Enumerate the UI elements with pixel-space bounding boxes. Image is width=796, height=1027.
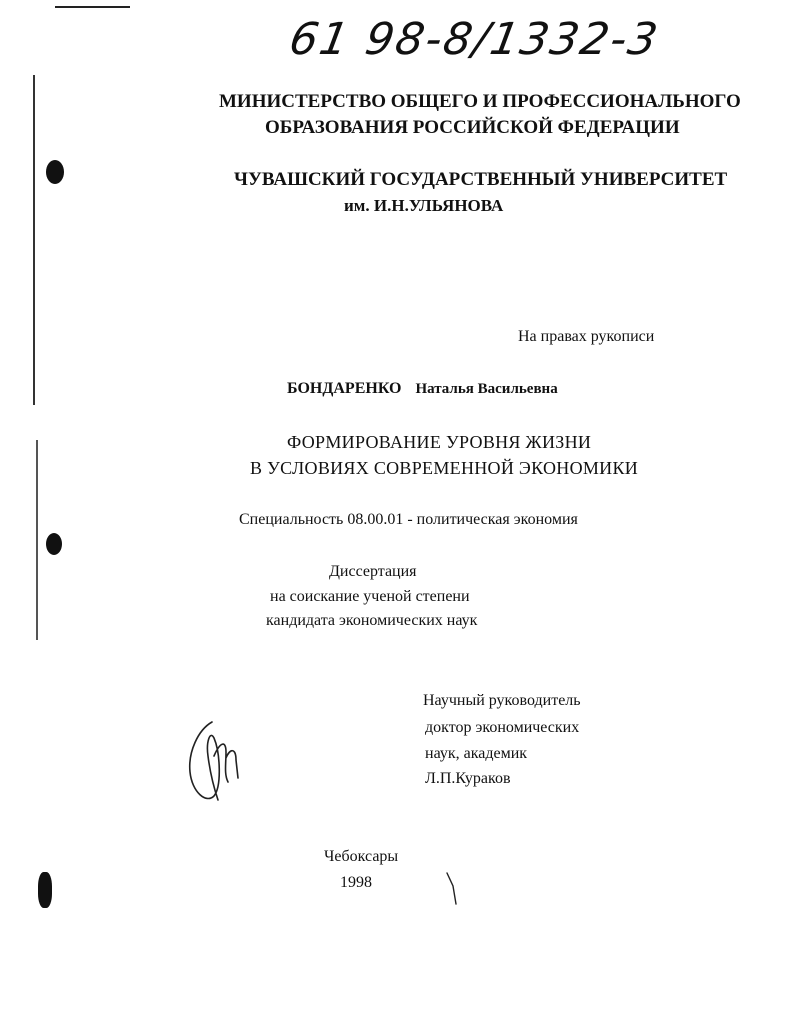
binding-hole-mark bbox=[46, 533, 62, 555]
supervisor-line-4: Л.П.Кураков bbox=[425, 770, 511, 787]
ministry-line-2: ОБРАЗОВАНИЯ РОССИЙСКОЙ ФЕДЕРАЦИИ bbox=[265, 117, 680, 138]
supervisor-line-1: Научный руководитель bbox=[423, 692, 581, 709]
degree-line-2: на соискание ученой степени bbox=[270, 588, 470, 605]
scan-left-edge-lower bbox=[36, 440, 38, 640]
title-line-2: В УСЛОВИЯХ СОВРЕМЕННОЙ ЭКОНОМИКИ bbox=[250, 458, 639, 478]
degree-line-3: кандидата экономических наук bbox=[266, 612, 478, 629]
author bbox=[287, 380, 558, 398]
ministry-line-1: МИНИСТЕРСТВО ОБЩЕГО И ПРОФЕССИОНАЛЬНОГО bbox=[219, 91, 741, 112]
scan-left-edge bbox=[33, 75, 35, 405]
university-line-2: им. И.Н.УЛЬЯНОВА bbox=[344, 196, 504, 215]
manuscript-note: На правах рукописи bbox=[518, 328, 655, 345]
supervisor-line-3: наук, академик bbox=[425, 745, 528, 762]
year: 1998 bbox=[340, 874, 372, 891]
city: Чебоксары bbox=[324, 848, 399, 865]
binding-hole-mark bbox=[38, 872, 52, 908]
supervisor-line-2: доктор экономических bbox=[425, 719, 580, 736]
signature-image bbox=[180, 712, 250, 812]
university-line-1: ЧУВАШСКИЙ ГОСУДАРСТВЕННЫЙ УНИВЕРСИТЕТ bbox=[234, 169, 728, 190]
specialty: Специальность 08.00.01 - политическая экономия bbox=[239, 511, 578, 528]
degree-line-1: Диссертация bbox=[329, 563, 417, 580]
author-given-names: Наталья Васильевна bbox=[415, 381, 558, 397]
title-line-1: ФОРМИРОВАНИЕ УРОВНЯ ЖИЗНИ bbox=[287, 432, 592, 452]
pen-mark bbox=[444, 870, 464, 910]
binding-hole-mark bbox=[46, 160, 64, 184]
archive-code: 61 98-8/1332-3 bbox=[285, 14, 664, 65]
scan-top-line bbox=[55, 6, 130, 8]
author-surname: БОНДАРЕНКО bbox=[287, 380, 402, 397]
